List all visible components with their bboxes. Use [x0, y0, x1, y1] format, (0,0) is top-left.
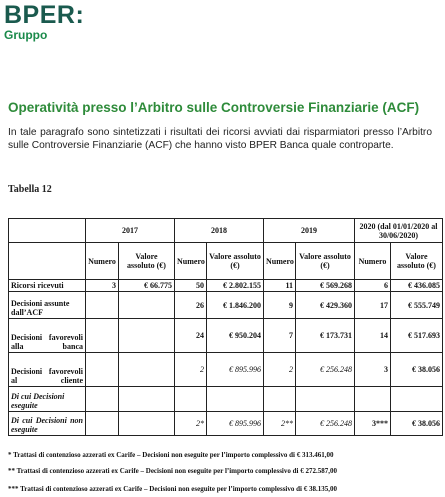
cell-numero: 26 [175, 292, 207, 319]
cell-numero: 2** [264, 412, 296, 436]
cell-numero: 7 [264, 319, 296, 353]
cell-valore [119, 319, 175, 353]
cell-numero: 2* [175, 412, 207, 436]
cell-valore [391, 387, 443, 412]
cell-valore: € 256.248 [296, 412, 355, 436]
cell-numero: 17 [355, 292, 391, 319]
cell-valore [119, 292, 175, 319]
cell-numero [86, 353, 119, 387]
cell-numero: 11 [264, 280, 296, 292]
table-row [9, 353, 443, 387]
cell-numero: 6 [355, 280, 391, 292]
cell-numero [86, 412, 119, 436]
cell-numero [86, 319, 119, 353]
table-row [9, 292, 443, 319]
logo-mark: BPER: [4, 1, 85, 29]
bper-logo [4, 2, 84, 42]
cell-valore: € 569.268 [296, 280, 355, 292]
cell-valore: € 950.204 [207, 319, 264, 353]
cell-numero: 24 [175, 319, 207, 353]
cell-numero [175, 387, 207, 412]
row-label: Decisioni favorevoli alla banca [9, 319, 86, 353]
cell-numero: 2 [264, 353, 296, 387]
cell-valore: € 173.731 [296, 319, 355, 353]
cell-numero: 3 [355, 353, 391, 387]
corner-cell [9, 219, 86, 243]
year-header: 2017 [86, 219, 175, 243]
table-row [9, 280, 443, 292]
intro-paragraph: In tale paragrafo sono sintetizzati i risultati dei ricorsi avviati dai risparmiatori presso l’Arbitro sulle Controversie Finanziarie (ACF) che hanno visto BPER Banca quale controparte. [8, 127, 432, 151]
col-numero: Numero [86, 243, 119, 280]
cell-valore: € 38.056 [391, 353, 443, 387]
cell-valore [119, 353, 175, 387]
col-valore: Valore assoluto (€) [119, 243, 175, 280]
cell-numero [264, 387, 296, 412]
year-header: 2020 (dal 01/01/2020 al 30/06/2020) [355, 219, 443, 243]
col-numero: Numero [175, 243, 207, 280]
year-header: 2018 [175, 219, 264, 243]
footnote: *** Trattasi di contenzioso azzerati ex Carife – Decisioni non eseguite per l’importo complessivo di € 38.135,00 [8, 485, 337, 493]
year-header-row [9, 219, 443, 243]
cell-numero: 3 [86, 280, 119, 292]
year-header: 2019 [264, 219, 355, 243]
col-valore: Valore assoluto (€) [296, 243, 355, 280]
cell-valore: € 555.749 [391, 292, 443, 319]
cell-valore: € 1.846.200 [207, 292, 264, 319]
col-valore: Valore assoluto (€) [207, 243, 264, 280]
row-label: Decisioni assunte dall’ACF [9, 292, 86, 319]
cell-valore: € 436.085 [391, 280, 443, 292]
cell-numero: 3*** [355, 412, 391, 436]
corner-cell [9, 243, 86, 280]
footnote: ** Trattasi di contenzioso azzerati ex Carife – Decisioni non eseguite per l’importo complessivo di € 272.587,00 [8, 467, 337, 475]
logo-sub: Gruppo [4, 28, 48, 42]
cell-numero: 2 [175, 353, 207, 387]
cell-valore: € 256.248 [296, 353, 355, 387]
col-numero: Numero [264, 243, 296, 280]
cell-numero [355, 387, 391, 412]
acf-table [8, 218, 443, 436]
table-row [9, 387, 443, 412]
cell-numero: 9 [264, 292, 296, 319]
row-label: Di cui Decisioni eseguite [9, 387, 86, 412]
cell-valore: € 429.360 [296, 292, 355, 319]
cell-valore: € 2.802.155 [207, 280, 264, 292]
footnote: * Trattasi di contenzioso azzerati ex Carife – Decisioni non eseguite per l’importo complessivo di € 313.461,00 [8, 451, 334, 459]
table-row [9, 319, 443, 353]
col-numero: Numero [355, 243, 391, 280]
cell-valore: € 895.996 [207, 353, 264, 387]
section-title: Operatività presso l’Arbitro sulle Controversie Finanziarie (ACF) [8, 100, 420, 115]
subheader-row [9, 243, 443, 280]
cell-valore: € 517.693 [391, 319, 443, 353]
cell-valore [207, 387, 264, 412]
table-label: Tabella 12 [8, 184, 52, 195]
cell-numero [86, 387, 119, 412]
cell-valore [119, 412, 175, 436]
table-row [9, 412, 443, 436]
row-label: Ricorsi ricevuti [9, 280, 86, 292]
cell-valore: € 895.996 [207, 412, 264, 436]
row-label: Di cui Decisioni non eseguite [9, 412, 86, 436]
cell-numero: 50 [175, 280, 207, 292]
col-valore: Valore assoluto (€) [391, 243, 443, 280]
cell-valore [119, 387, 175, 412]
cell-valore [296, 387, 355, 412]
row-label: Decisioni favorevoli al cliente [9, 353, 86, 387]
cell-numero: 14 [355, 319, 391, 353]
cell-valore: € 66.775 [119, 280, 175, 292]
cell-valore: € 38.056 [391, 412, 443, 436]
cell-numero [86, 292, 119, 319]
